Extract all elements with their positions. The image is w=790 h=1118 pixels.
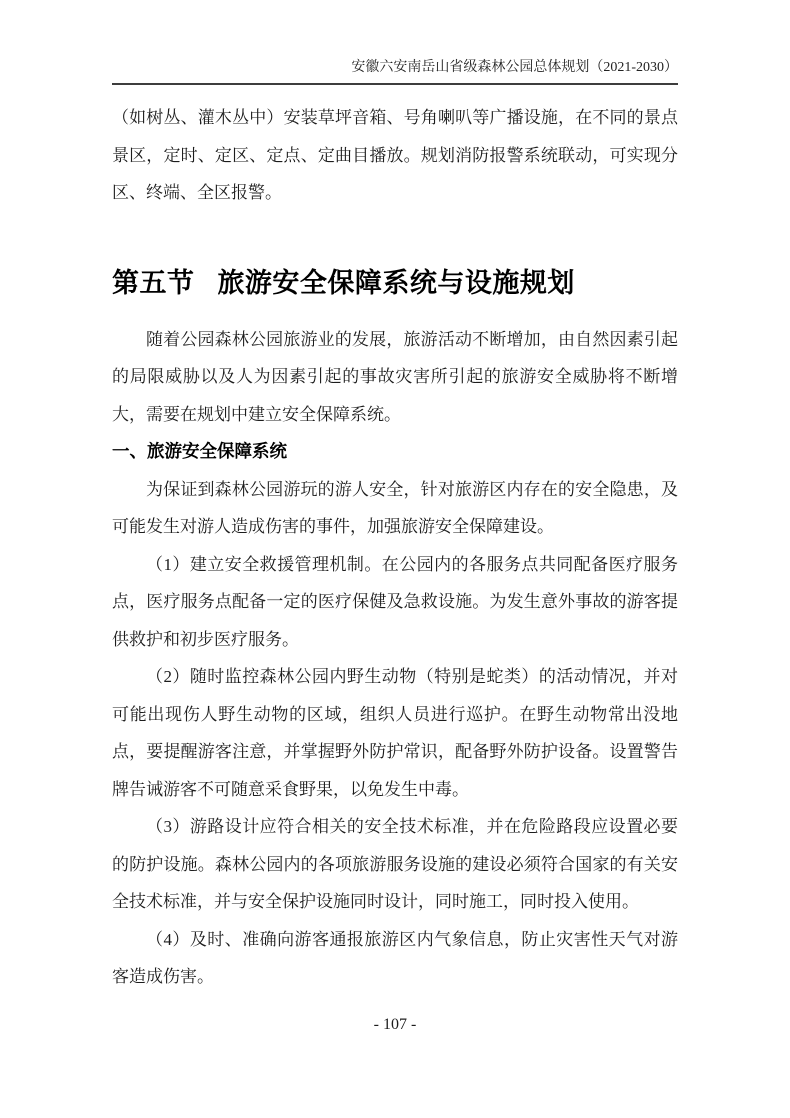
- list-item-3: （3）游路设计应符合相关的安全技术标准，并在危险路段应设置必要的防护设施。森林公园内的各项旅游服务设施的建设必须符合国家的有关安全技术标准，并与安全保护设施同时设计，同时施工，同时投入使用。: [112, 817, 678, 911]
- section-title: 旅游安全保障系统与设施规划: [217, 267, 575, 298]
- page-number: - 107 -: [373, 1016, 417, 1033]
- header-title: 安徽六安南岳山省级森林公园总体规划（2021-2030）: [351, 60, 678, 75]
- list-item-1: （1）建立安全救援管理机制。在公园内的各服务点共同配备医疗服务点，医疗服务点配备一定的医疗保健及急救设施。为发生意外事故的游客提供救护和初步医疗服务。: [112, 554, 678, 649]
- section-number: 第五节: [112, 267, 195, 298]
- page-footer: [0, 1014, 790, 1036]
- page-content: [112, 85, 678, 996]
- list-item-2: （2）随时监控森林公园内野生动物（特别是蛇类）的活动情况，并对可能出现伤人野生动物的区域，组织人员进行巡护。在野生动物常出没地点，要提醒游客注意，并掌握野外防护常识，配备野外防护设备。设置警告牌告诫游客不可随意采食野果，以免发生中毒。: [112, 667, 678, 799]
- section-heading: [112, 261, 678, 305]
- page-header: [112, 58, 678, 85]
- carryover-paragraph: （如树丛、灌木丛中）安装草坪音箱、号角喇叭等广播设施，在不同的景点景区，定时、定区、定点、定曲目播放。规划消防报警系统联动，可实现分区、终端、全区报警。: [112, 108, 678, 202]
- list-item-4: （4）及时、准确向游客通报旅游区内气象信息，防止灾害性天气对游客造成伤害。: [112, 929, 678, 986]
- subsection-intro-paragraph: 为保证到森林公园游玩的游人安全，针对旅游区内存在的安全隐患，及可能发生对游人造成伤害的事件，加强旅游安全保障建设。: [112, 479, 678, 536]
- lead-paragraph: 随着公园森林公园旅游业的发展，旅游活动不断增加，由自然因素引起的局限威胁以及人为因素引起的事故灾害所引起的旅游安全威胁将不断增大，需要在规划中建立安全保障系统。: [112, 329, 678, 424]
- subsection-heading: 一、旅游安全保障系统: [112, 441, 287, 461]
